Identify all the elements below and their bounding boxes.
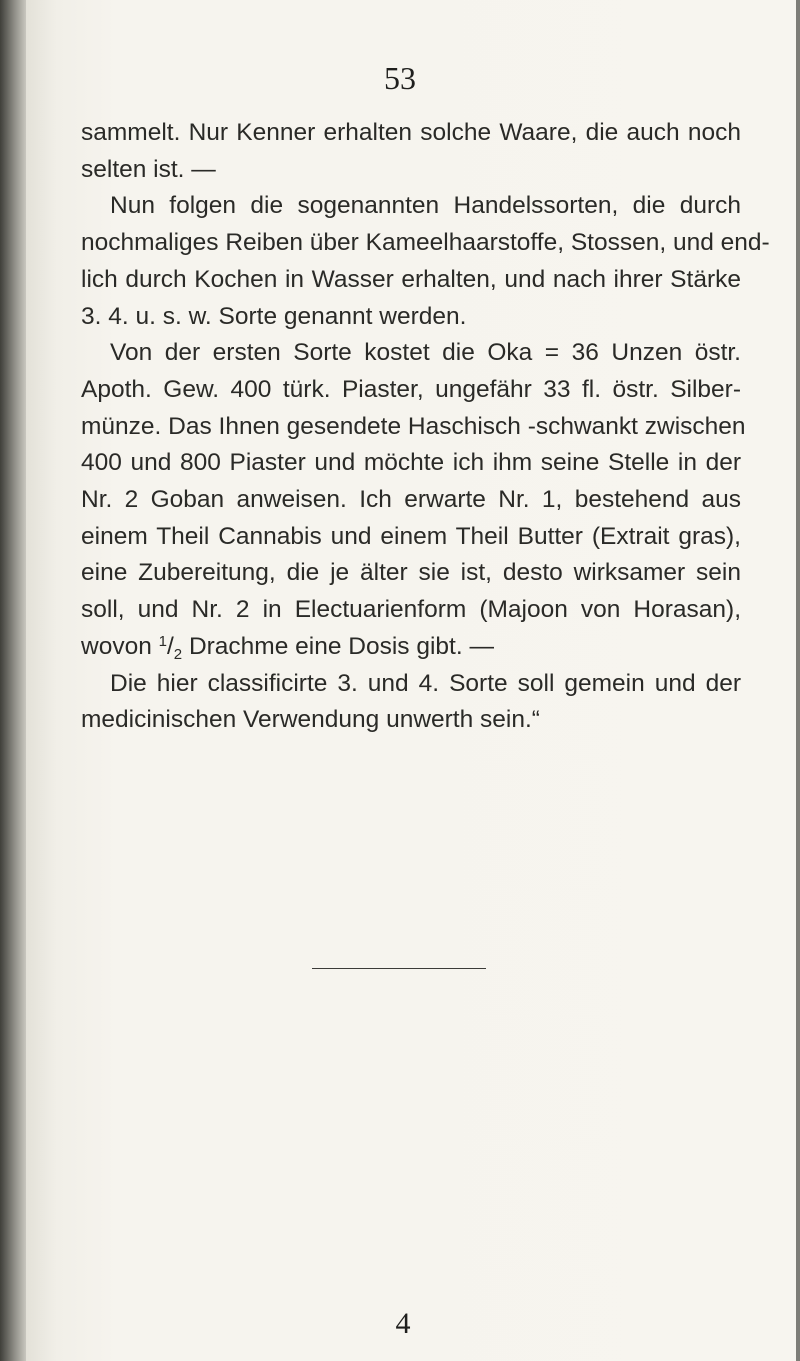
- text-line: sammelt. Nur Kenner erhalten solche Waare, die auch noch: [81, 119, 741, 146]
- section-divider: [312, 968, 486, 969]
- text-line: lich durch Kochen in Wasser erhalten, und nach ihrer Stärke: [81, 265, 741, 293]
- fraction-after: Drachme eine Dosis gibt. —: [182, 632, 494, 660]
- fraction-denominator: 2: [173, 645, 183, 663]
- page-number: 53: [384, 60, 416, 96]
- text-line: einem Theil Cannabis und einem Theil Butter (Extrait gras),: [81, 522, 741, 550]
- text-line-fraction: [81, 629, 741, 666]
- fraction-before: wovon: [81, 632, 159, 660]
- text-line: soll, und Nr. 2 in Electuarienform (Majoon von Horasan),: [81, 596, 741, 624]
- text-line: 400 und 800 Piaster und möchte ich ihm seine Stelle in der: [81, 449, 741, 477]
- fraction-slash: /: [166, 632, 174, 660]
- text-line: 3. 4. u. s. w. Sorte genannt werden.: [81, 302, 467, 330]
- text-line: eine Zubereitung, die je älter sie ist, desto wirksamer sein: [81, 559, 741, 587]
- book-spine-shadow: [0, 0, 26, 1361]
- text-line: Nr. 2 Goban anweisen. Ich erwarte Nr. 1, bestehend aus: [81, 486, 741, 514]
- text-line: Von der ersten Sorte kostet die Oka = 36 Unzen östr.: [110, 339, 741, 367]
- body-text: [81, 115, 770, 739]
- text-line: selten ist. —: [81, 155, 216, 183]
- fraction-numerator: 1: [158, 632, 167, 650]
- text-line: Die hier classificirte 3. und 4. Sorte soll gemein und der: [110, 669, 741, 697]
- text-line: medicinischen Verwendung unwerth sein.“: [81, 706, 540, 734]
- text-line: Nun folgen die sogenannten Handelssorten, die durch: [110, 192, 741, 220]
- text-line: nochmaliges Reiben über Kameelhaarstoffe, Stossen, und end-: [81, 229, 770, 257]
- text-line: Apoth. Gew. 400 türk. Piaster, ungefähr 33 fl. östr. Silber-: [81, 375, 741, 403]
- signature-mark: 4: [395, 1307, 411, 1340]
- text-line: münze. Das Ihnen gesendete Haschisch -schwankt zwischen: [81, 412, 746, 440]
